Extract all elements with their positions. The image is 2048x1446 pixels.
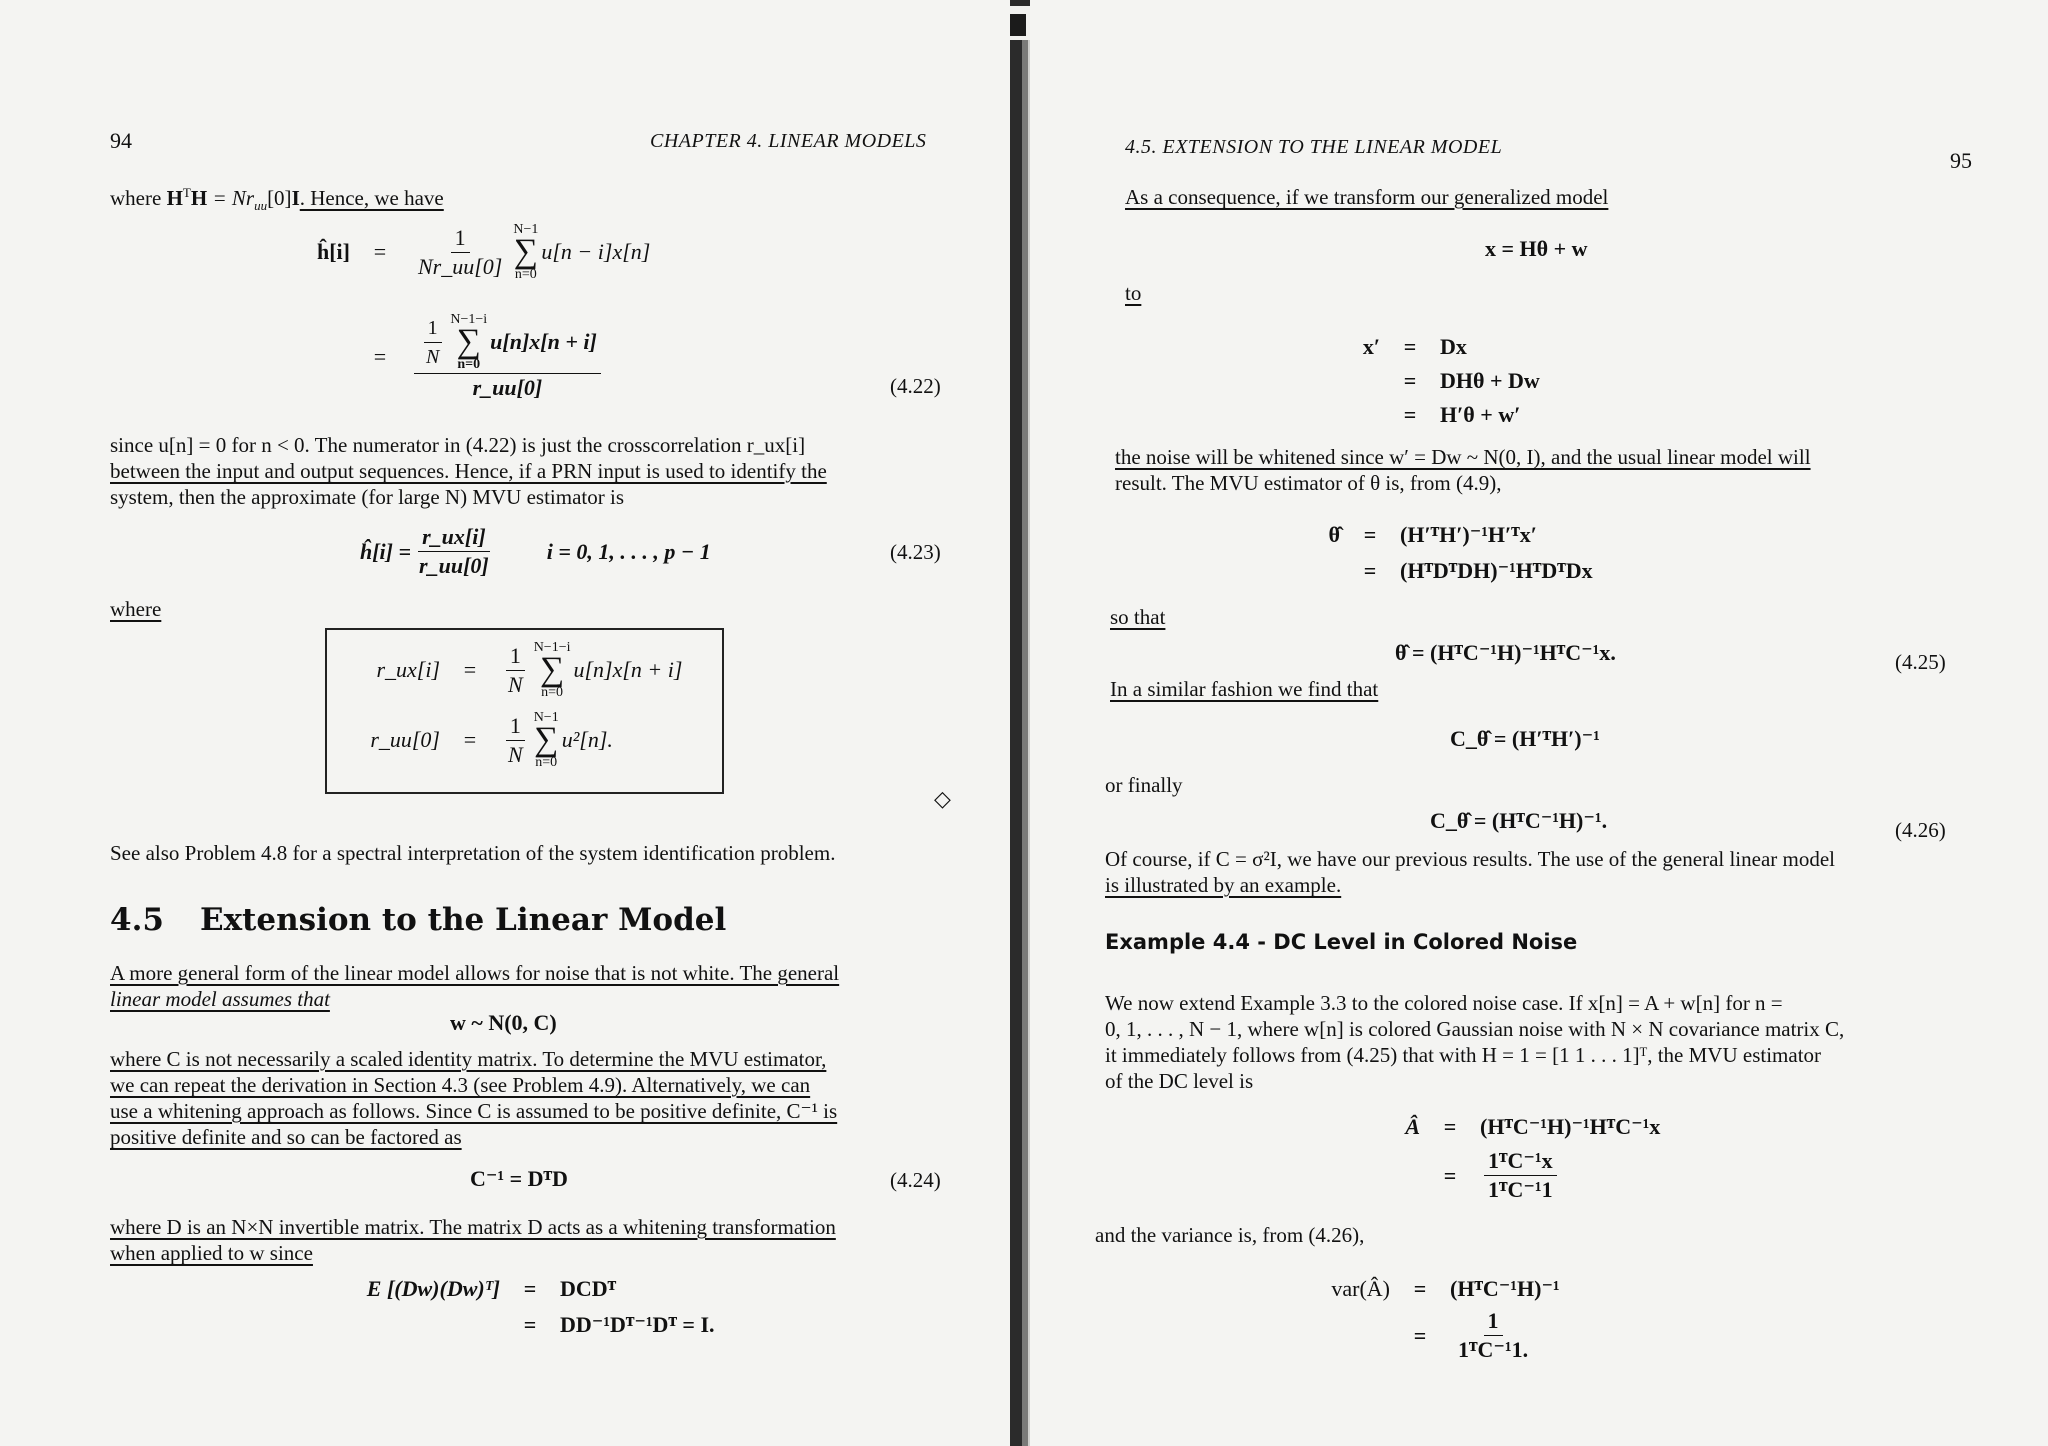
equation-4-26: C_θ̂ = (HᵀC⁻¹H)⁻¹. [1430,808,1608,833]
equation-whitening-line-1: E [(Dw)(Dw)ᵀ] = DCDᵀ [366,1276,617,1301]
section-heading: 4.5 Extension to the Linear Model [110,902,727,938]
text-line: Of course, if C = σ²I, we have our previous results. The use of the general linear model [1105,847,1836,871]
running-header: CHAPTER 4. LINEAR MODELS [650,130,927,152]
text-line: linear model assumes that [110,987,330,1011]
end-of-example-diamond: ◇ [934,786,951,811]
text-line: See also Problem 4.8 for a spectral interpretation of the system identification problem. [110,841,836,865]
text-line: 0, 1, . . . , N − 1, where w[n] is colored Gaussian noise with N × N covariance matrix C, [1105,1017,1845,1041]
equation-number-4-23: (4.23) [890,540,941,564]
left-page [0,0,1010,1446]
text-line: where C is not necessarily a scaled identity matrix. To determine the MVU estimator, [110,1047,827,1071]
equation-number-4-24: (4.24) [890,1168,941,1192]
text-line: between the input and output sequences. Hence, if a PRN input is used to identify the [110,459,827,483]
equation-whitening-line-2: = DD⁻¹Dᵀ⁻¹Dᵀ = I. [523,1312,715,1337]
text-line: when applied to w since [110,1241,313,1265]
text-line: and the variance is, from (4.26), [1095,1223,1365,1247]
text-line: of the DC level is [1105,1069,1254,1093]
page-number: 95 [1950,148,1972,173]
text-line: As a consequence, if we transform our generalized model [1125,185,1609,209]
text-line: use a whitening approach as follows. Since C is assumed to be positive definite, C⁻¹ is [110,1099,838,1123]
example-heading: Example 4.4 - DC Level in Colored Noise [1105,930,1578,954]
text-line: is illustrated by an example. [1105,873,1342,897]
definition-r-uu: r_uu[0] = $\frac{1}{N}$ N−1 ∑ n=0 u²[n]. [370,710,613,770]
equation-variance-line-1: var(Â) = (HᵀC⁻¹H)⁻¹ [1331,1276,1560,1301]
text-line: We now extend Example 3.3 to the colored noise case. If x[n] = A + w[n] for n = [1105,991,1783,1015]
to-label: to [1125,281,1142,305]
equation-a-hat-line-1: Â = (HᵀC⁻¹H)⁻¹HᵀC⁻¹x [1405,1114,1661,1139]
equation-number-4-26: (4.26) [1895,818,1946,842]
equation-number-4-22: (4.22) [890,374,941,398]
text-line: it immediately follows from (4.25) that with H = 1 = [1 1 . . . 1]ᵀ, the MVU estimator [1105,1043,1822,1067]
equation-transformed-line-2: = DHθ + Dw [1403,368,1540,393]
text-line: In a similar fashion we find that [1110,677,1379,701]
so-that-label: so that [1110,605,1166,629]
text-line: result. The MVU estimator of θ is, from (4.9), [1115,471,1502,495]
text-line: positive definite and so can be factored as [110,1125,462,1149]
equation-transformed-line-3: = H′θ + w′ [1403,402,1521,427]
or-finally-label: or finally [1105,773,1183,797]
equation-noise-model: w ~ N(0, C) [450,1010,557,1035]
equation-generalized-model: x = Hθ + w [1485,236,1588,261]
equation-h-line-2: = $\frac{1}{N}$ N−1−i ∑ n=0 u[n]x[n + i] r_uu[0] [200,312,605,401]
page-number: 94 [110,128,132,153]
equation-a-hat-line-2: = $\frac{\text{1ᵀC⁻¹x}}{\text{1ᵀC⁻¹1}}$ [1270,1148,1561,1203]
text-line: since u[n] = 0 for n < 0. The numerator in (4.22) is just the crosscorrelation r_ux[i] [110,433,806,457]
equation-4-24: C⁻¹ = DᵀD [470,1166,568,1191]
definition-r-ux: r_ux[i] = $\frac{1}{N}$ N−1−i ∑ n=0 u[n]x[n + i] [376,640,683,700]
text-line: where $H^TH = Nr_{uu}[0]I$. Hence, we have [110,185,444,214]
equation-number-4-25: (4.25) [1895,650,1946,674]
text-line: the noise will be whitened since w′ = Dw ~ N(0, I), and the usual linear model will [1115,445,1811,469]
equation-4-25: θ̂ = (HᵀC⁻¹H)⁻¹HᵀC⁻¹x. [1395,640,1616,665]
equation-4-23: ĥ[i] = $\frac{r\_ux[i]}{r\_uu[0]}$ i = 0, 1, . . . , p − 1 [360,524,711,578]
text-line: where D is an N×N invertible matrix. The matrix D acts as a whitening transformation [110,1215,836,1239]
equation-transformed-line-1: x′ = Dx [1362,334,1467,359]
text-line: we can repeat the derivation in Section 4.3 (see Problem 4.9). Alternatively, we can [110,1073,811,1097]
running-header: 4.5. EXTENSION TO THE LINEAR MODEL [1125,136,1503,158]
equation-covariance-1: C_θ̂ = (H′ᵀH′)⁻¹ [1450,726,1600,751]
equation-h-line-1: ĥ[i] = $\frac{1}{Nr\_uu[0]}$ N−1 ∑ n=0 u[n − i]x[n] [317,222,651,282]
text-line: A more general form of the linear model allows for noise that is not white. The general [110,961,840,985]
where-label: where [110,597,162,621]
equation-theta-line-1: θ̂ = (H′ᵀH′)⁻¹H′ᵀx′ [1328,522,1537,547]
text-line: system, then the approximate (for large N) MVU estimator is [110,485,624,509]
right-page [1030,0,2048,1446]
equation-variance-line-2: = $\frac{1}{\text{1ᵀC⁻¹1.}}$ [1413,1308,1529,1362]
equation-theta-line-2: = (HᵀDᵀDH)⁻¹HᵀDᵀDx [1363,558,1593,583]
